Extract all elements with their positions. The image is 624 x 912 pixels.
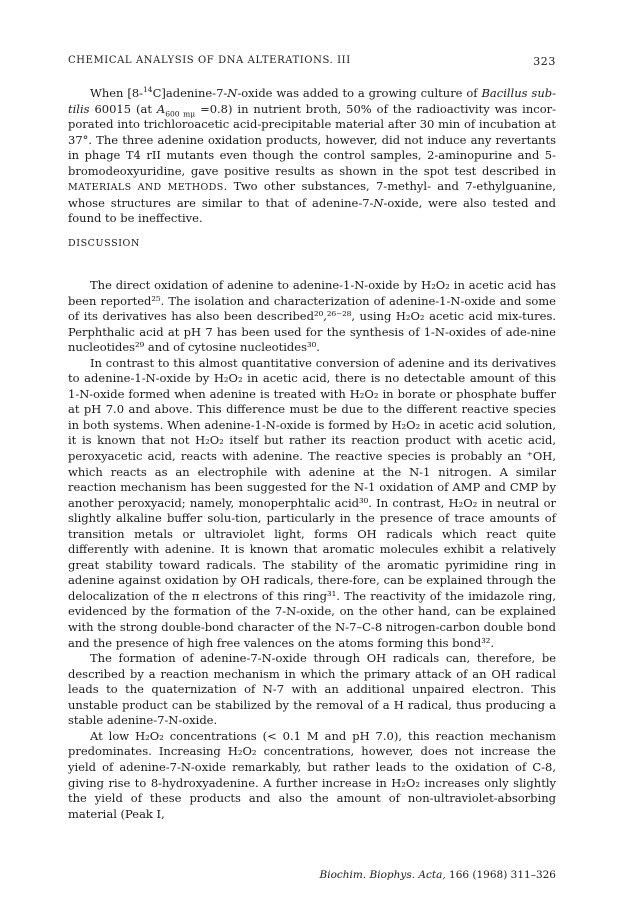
page-number: 323 xyxy=(533,55,556,68)
journal-citation: 166 (1968) 311–326 xyxy=(445,869,556,881)
discussion-paragraph-1: The direct oxidation of adenine to adenine-1-N-oxide by H₂O₂ in acetic acid has been reported²⁵. The isolation and characterization of adenine-1-N-oxide and some of its derivatives has also been described²⁰,²⁶⁻²⁸, using H₂O₂ acetic acid mix-tures. Perphthalic acid at pH 7 has been used for the synthesis of 1-N-oxides of ade-nine nucleotides²⁹ and of cytosine nucleotides³⁰. xyxy=(68,278,556,355)
intro-paragraph xyxy=(68,86,556,227)
discussion-paragraph-3: The formation of adenine-7-N-oxide through OH radicals can, therefore, be described by a reaction mechanism in which the primary attack of an OH radical leads to the quaternization of N-7 with an additional unpaired electron. This unstable product can be stabilized by the removal of a H radical, thus producing a stable adenine-7-N-oxide. xyxy=(68,651,556,728)
journal-footer xyxy=(320,869,557,881)
section-title: DISCUSSION xyxy=(68,238,140,249)
discussion-paragraph-4: At low H₂O₂ concentrations (< 0.1 M and pH 7.0), this reaction mechanism predominates. Increasing H₂O₂ concentrations, however, does not increase the yield of adenine-7-N-oxide remarkably, but rather leads to the oxidation of C-8, giving rise to 8-hydroxyadenine. A further increase in H₂O₂ increases only slightly the yield of these products and also the amount of non-ultraviolet-absorbing material (Peak I, xyxy=(68,728,556,821)
discussion-body xyxy=(68,278,556,822)
running-header xyxy=(68,55,556,71)
journal-name: Biochim. Biophys. Acta, xyxy=(319,869,446,881)
methods-label: MATERIALS AND METHODS xyxy=(68,182,224,194)
discussion-paragraph-2: In contrast to this almost quantitative conversion of adenine and its derivatives to adenine-1-N-oxide by H₂O₂ in acetic acid, there is no detectable amount of this 1-N-oxide formed when adenine is treated with H₂O₂ in borate or phosphate buffer at pH 7.0 and above. This difference must be due to the different reactive species in both systems. When adenine-1-N-oxide is formed by H₂O₂ in acetic acid solution, it is known that not H₂O₂ itself but rather its reaction product with acetic acid, peroxyacetic acid, reacts with adenine. The reactive species is probably an ⁺OH, which reacts as an electrophile with adenine at the N-1 nitrogen. A similar reaction mechanism has been suggested for the N-1 oxidation of AMP and CMP by another peroxyacid; namely, monoperphtalic acid³⁰. In contrast, H₂O₂ in neutral or slightly alkaline buffer solu-tion, particularly in the presence of trace amounts of transition metals or ultraviolet light, forms OH radicals which react quite differently with adenine. It is known that aromatic molecules exhibit a relatively great stability toward radicals. The stability of the aromatic pyrimidine ring in adenine against oxidation by OH radicals, there-fore, can be explained through the delocalization of the π electrons of this ring³¹. The reactivity of the imidazole ring, evidenced by the formation of the 7-N-oxide, on the other hand, can be explained with the strong double-bond character of the N-7–C-8 nitrogen-carbon double bond and the presence of high free valences on the atoms forming this bond³². xyxy=(68,355,556,650)
intro-paragraph-text: When [8-$^{14}$C]adenine-7-N-oxide was added to a growing culture of Bacillus sub- tilis 60015 (at $A_{600 m\mu} =0.8$) in nutrient broth, 50% of the radioactivity was incor-porated into trichloroacetic acid-precipitable material after 30 min of incubation at 37°. The three adenine oxidation products, however, did not induce any revertants in phage T4 rII mutants even though the control samples, 2-aminopurine and 5-bromodeoxyuridine, gave positive results as shown in the spot test described in MATERIALS AND METHODS. Two other substances, 7-methyl- and 7-ethylguanine, whose structures are similar to that of adenine-7-N-oxide, were also tested and found to be ineffective. xyxy=(68,85,556,226)
running-title: CHEMICAL ANALYSIS OF DNA ALTERATIONS. III xyxy=(68,55,351,66)
